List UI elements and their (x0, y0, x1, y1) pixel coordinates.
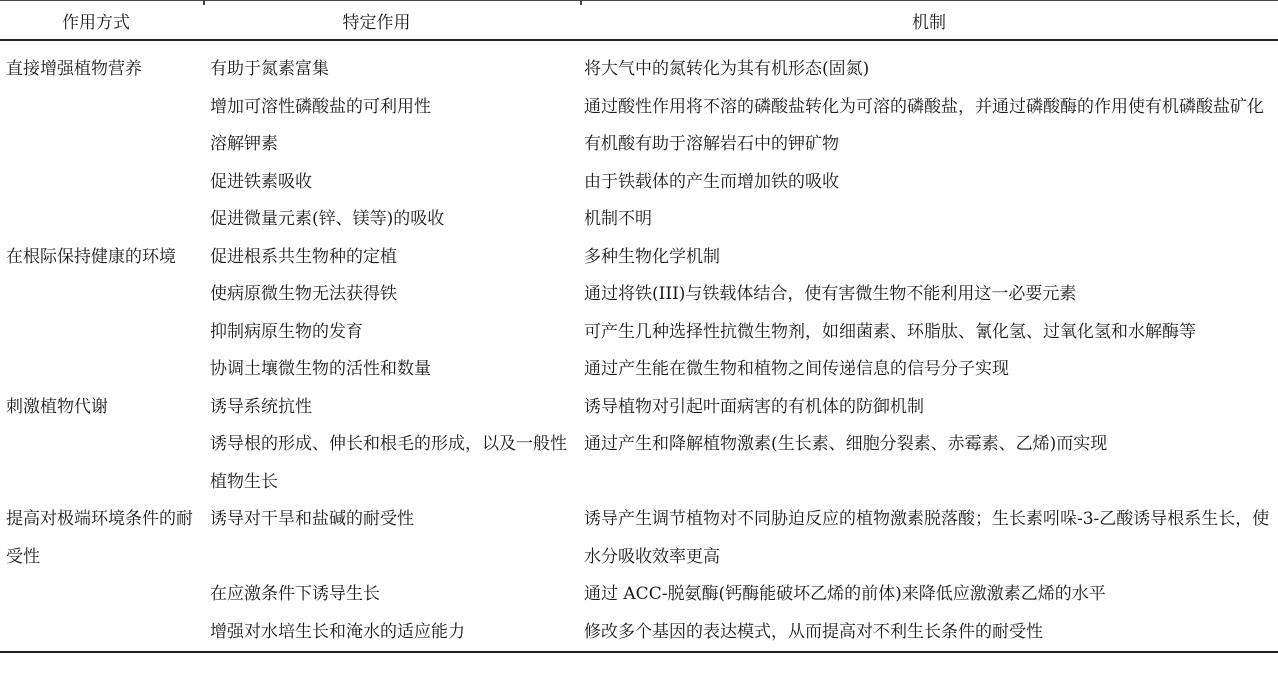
mechanism-cell (580, 40, 1278, 89)
header-divider-tick (580, 1, 582, 5)
mechanism-cell (580, 389, 1278, 427)
category-cell (0, 314, 203, 352)
action-cell-text: 诱导对干旱和盐碱的耐受性 (210, 509, 414, 529)
mechanism-cell-text: 诱导植物对引起叶面病害的有机体的防御机制 (584, 396, 924, 417)
action-cell (203, 276, 580, 314)
mechanism-cell-text: 机制不明 (584, 209, 652, 229)
header-row (0, 1, 1278, 41)
mechanism-cell (580, 501, 1278, 576)
mechanism-cell-text: 多种生物化学机制 (584, 246, 720, 267)
mechanism-cell (580, 201, 1278, 239)
category-cell (0, 576, 203, 614)
mechanism-cell (580, 276, 1278, 314)
mechanism-cell (580, 426, 1278, 501)
table-row (0, 614, 1278, 653)
action-cell-text: 在应激条件下诱导生长 (210, 584, 380, 604)
action-cell-text: 有助于氮素富集 (210, 59, 329, 79)
category-cell-text: 直接增强植物营养 (6, 59, 142, 79)
table-row (0, 576, 1278, 614)
action-cell (203, 389, 580, 427)
action-cell (203, 239, 580, 277)
action-cell-text: 诱导系统抗性 (210, 396, 312, 417)
category-cell (0, 164, 203, 202)
table-row (0, 276, 1278, 314)
category-cell (0, 89, 203, 127)
action-cell (203, 614, 580, 653)
table-row (0, 426, 1278, 501)
table-row (0, 314, 1278, 352)
table-row (0, 389, 1278, 427)
table-row (0, 351, 1278, 389)
mechanism-cell-text: 通过 ACC-脱氨酶(钙酶能破坏乙烯的前体)来降低应激激素乙烯的水平 (584, 584, 1106, 604)
table-header (0, 1, 1278, 41)
mechanism-cell-text: 通过将铁(III)与铁载体结合，使有害微生物不能利用这一必要元素 (584, 284, 1077, 304)
table-row (0, 40, 1278, 89)
header-cell-mode (0, 1, 203, 41)
action-cell (203, 576, 580, 614)
action-cell (203, 426, 580, 501)
mechanism-cell-text: 通过产生能在微生物和植物之间传递信息的信号分子实现 (584, 359, 1009, 379)
mechanism-cell-text: 修改多个基因的表达模式，从而提高对不利生长条件的耐受性 (584, 621, 1043, 642)
action-cell-text: 促进铁素吸收 (210, 171, 312, 192)
category-cell-text: 在根际保持健康的环境 (6, 246, 176, 267)
table-row (0, 501, 1278, 576)
category-cell (0, 426, 203, 501)
category-cell-text: 刺激植物代谢 (6, 396, 108, 417)
action-cell-text: 促进微量元素(锌、镁等)的吸收 (210, 209, 445, 229)
action-cell-text: 抑制病原生物的发育 (210, 321, 363, 342)
action-cell-text: 协调土壤微生物的活性和数量 (210, 359, 431, 379)
action-cell-text: 增强对水培生长和淹水的适应能力 (210, 621, 465, 642)
action-cell (203, 201, 580, 239)
category-cell (0, 501, 203, 576)
action-cell-text: 诱导根的形成、伸长和根毛的形成，以及一般性植物生长 (210, 434, 567, 492)
mechanism-cell (580, 351, 1278, 389)
action-cell (203, 501, 580, 576)
category-cell (0, 614, 203, 653)
mechanism-cell (580, 164, 1278, 202)
table-row (0, 126, 1278, 164)
action-cell-text: 促进根系共生物种的定植 (210, 246, 397, 267)
mechanism-cell (580, 89, 1278, 127)
mechanism-cell-text: 通过产生和降解植物激素(生长素、细胞分裂素、赤霉素、乙烯)而实现 (584, 434, 1108, 454)
category-cell (0, 276, 203, 314)
category-cell (0, 389, 203, 427)
mechanism-cell (580, 239, 1278, 277)
category-cell (0, 40, 203, 89)
action-cell (203, 164, 580, 202)
mechanism-cell-text: 由于铁载体的产生而增加铁的吸收 (584, 171, 839, 192)
category-cell (0, 351, 203, 389)
category-cell (0, 201, 203, 239)
action-cell (203, 40, 580, 89)
action-cell (203, 314, 580, 352)
mechanism-cell-text: 诱导产生调节植物对不同胁迫反应的植物激素脱落酸；生长素吲哚-3-乙酸诱导根系生长，使水分吸收效率更高 (584, 509, 1270, 567)
mechanism-cell (580, 614, 1278, 653)
header-action-label: 特定作用 (342, 12, 411, 33)
header-cell-action (203, 1, 580, 41)
action-cell (203, 126, 580, 164)
action-cell (203, 351, 580, 389)
mechanism-cell (580, 126, 1278, 164)
table-row (0, 89, 1278, 127)
table-body (0, 40, 1278, 652)
header-divider-tick (203, 1, 205, 5)
mechanism-cell-text: 将大气中的氮转化为其有机形态(固氮) (584, 59, 870, 79)
category-cell-text: 提高对极端环境条件的耐受性 (6, 509, 193, 567)
action-cell (203, 89, 580, 127)
category-cell (0, 239, 203, 277)
mechanism-cell (580, 576, 1278, 614)
action-cell-text: 使病原微生物无法获得铁 (210, 284, 397, 304)
action-cell-text: 溶解钾素 (210, 134, 278, 154)
mechanism-cell-text: 有机酸有助于溶解岩石中的钾矿物 (584, 134, 839, 154)
table-row (0, 201, 1278, 239)
header-mode-label: 作用方式 (62, 12, 130, 33)
action-cell-text: 增加可溶性磷酸盐的可利用性 (210, 96, 431, 117)
mechanism-cell (580, 314, 1278, 352)
table-row (0, 164, 1278, 202)
mechanism-cell-text: 可产生几种选择性抗微生物剂，如细菌素、环脂肽、氰化氢、过氧化氢和水解酶等 (584, 321, 1196, 342)
header-mechanism-label: 机制 (912, 12, 946, 33)
header-cell-mechanism (580, 1, 1278, 41)
mechanism-cell-text: 通过酸性作用将不溶的磷酸盐转化为可溶的磷酸盐，并通过磷酸酶的作用使有机磷酸盐矿化 (584, 96, 1264, 117)
category-cell (0, 126, 203, 164)
table-row (0, 239, 1278, 277)
